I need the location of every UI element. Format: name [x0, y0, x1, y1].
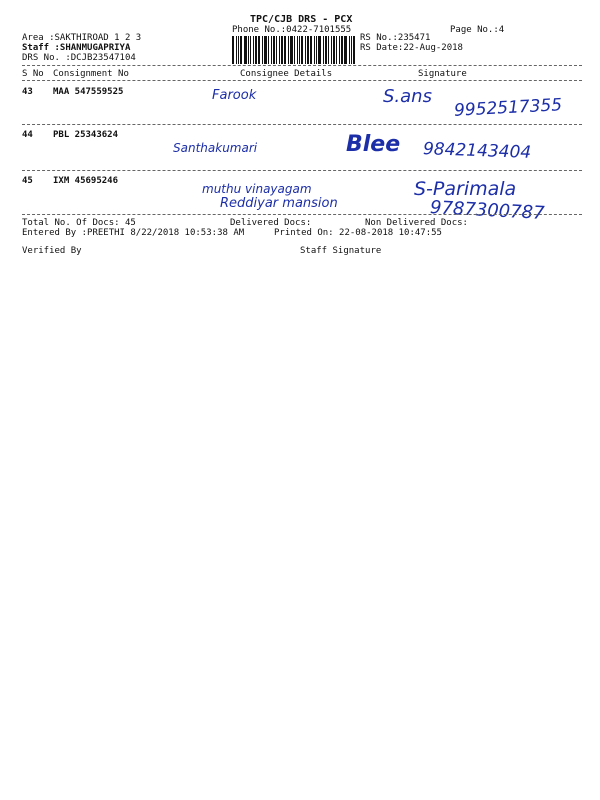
entered-by: Entered By :PREETHI 8/22/2018 10:53:38 AM [22, 228, 245, 238]
barcode-bar [328, 36, 329, 64]
barcode-bar [318, 36, 321, 64]
barcode-bar [336, 36, 337, 64]
drs-number: DRS No. :DCJB23547104 [22, 53, 136, 63]
total-docs: Total No. Of Docs: 45 [22, 218, 136, 228]
barcode-bar [273, 36, 275, 64]
page-number: Page No.:4 [450, 25, 505, 35]
barcode-bar [353, 36, 355, 64]
barcode-bar [341, 36, 343, 64]
handwritten-consignee: Santhakumari [173, 141, 258, 155]
barcode-bar [236, 36, 237, 64]
row-consignment: IXM 45695246 [53, 176, 119, 186]
row-sno: 44 [22, 130, 33, 140]
handwritten-signature: Blee [346, 132, 401, 157]
barcode-bar [351, 36, 352, 64]
barcode-bar [264, 36, 267, 64]
barcode-bar [240, 36, 242, 64]
non-delivered-docs: Non Delivered Docs: [365, 218, 468, 228]
divider [22, 65, 582, 66]
barcode-bar [323, 36, 324, 64]
barcode-bar [258, 36, 260, 64]
document-title: TPC/CJB DRS - PCX [250, 14, 353, 25]
barcode-bar [349, 36, 350, 64]
barcode-bar [250, 36, 251, 64]
staff-field: Staff :SHANMUGAPRIYA [22, 43, 131, 53]
barcode-bar [310, 36, 312, 64]
barcode-bar [238, 36, 239, 64]
handwritten-consignee: muthu vinayagam [202, 182, 312, 196]
rs-date: RS Date:22-Aug-2018 [360, 43, 463, 53]
barcode-bar [314, 36, 315, 64]
phone-number: Phone No.:0422-7101555 [232, 25, 352, 35]
staff-signature-label: Staff Signature [300, 246, 382, 256]
barcode-bar [316, 36, 317, 64]
barcode-bar [331, 36, 332, 64]
barcode-bar [344, 36, 347, 64]
handwritten-signature: S.ans [383, 86, 432, 107]
column-header-sno: S No [22, 69, 44, 79]
verified-by-label: Verified By [22, 246, 82, 256]
barcode-bar [325, 36, 327, 64]
barcode-bar [299, 36, 300, 64]
barcode-bar [262, 36, 263, 64]
handwritten-consignee-address: Reddiyar mansion [220, 196, 338, 211]
barcode [232, 36, 357, 64]
column-header-consignee: Consignee Details [240, 69, 333, 79]
barcode-bar [339, 36, 340, 64]
column-header-signature: Signature [418, 69, 467, 79]
barcode-bar [284, 36, 286, 64]
barcode-bar [307, 36, 309, 64]
barcode-bar [253, 36, 254, 64]
delivered-docs: Delivered Docs: [230, 218, 312, 228]
barcode-bar [281, 36, 283, 64]
row-sno: 45 [22, 176, 33, 186]
barcode-bar [232, 36, 234, 64]
barcode-bar [271, 36, 272, 64]
rs-number: RS No.:235471 [360, 33, 431, 43]
handwritten-phone: 9952517355 [453, 95, 563, 121]
barcode-bar [297, 36, 298, 64]
barcode-bar [301, 36, 303, 64]
barcode-bar [305, 36, 306, 64]
handwritten-signature: S-Parimala [414, 178, 517, 200]
divider [22, 170, 582, 171]
barcode-bar [255, 36, 257, 64]
row-consignment: PBL 25343624 [53, 130, 119, 140]
barcode-bar [279, 36, 280, 64]
printed-on: Printed On: 22-08-2018 10:47:55 [274, 228, 442, 238]
barcode-bar [248, 36, 249, 64]
barcode-bar [288, 36, 289, 64]
row-consignment: MAA 547559525 [53, 87, 124, 97]
barcode-bar [294, 36, 295, 64]
divider [22, 214, 582, 215]
divider [22, 124, 582, 125]
row-sno: 43 [22, 87, 33, 97]
barcode-bar [268, 36, 269, 64]
column-header-consignment: Consignment No [53, 69, 129, 79]
handwritten-phone: 9842143404 [422, 139, 532, 163]
area-field: Area :SAKTHIROAD 1 2 3 [22, 33, 142, 43]
barcode-bar [290, 36, 293, 64]
barcode-bar [333, 36, 335, 64]
divider [22, 80, 582, 81]
barcode-bar [244, 36, 247, 64]
handwritten-phone: 9787300787 [429, 197, 546, 224]
handwritten-consignee: Farook [212, 88, 257, 103]
barcode-bar [276, 36, 277, 64]
